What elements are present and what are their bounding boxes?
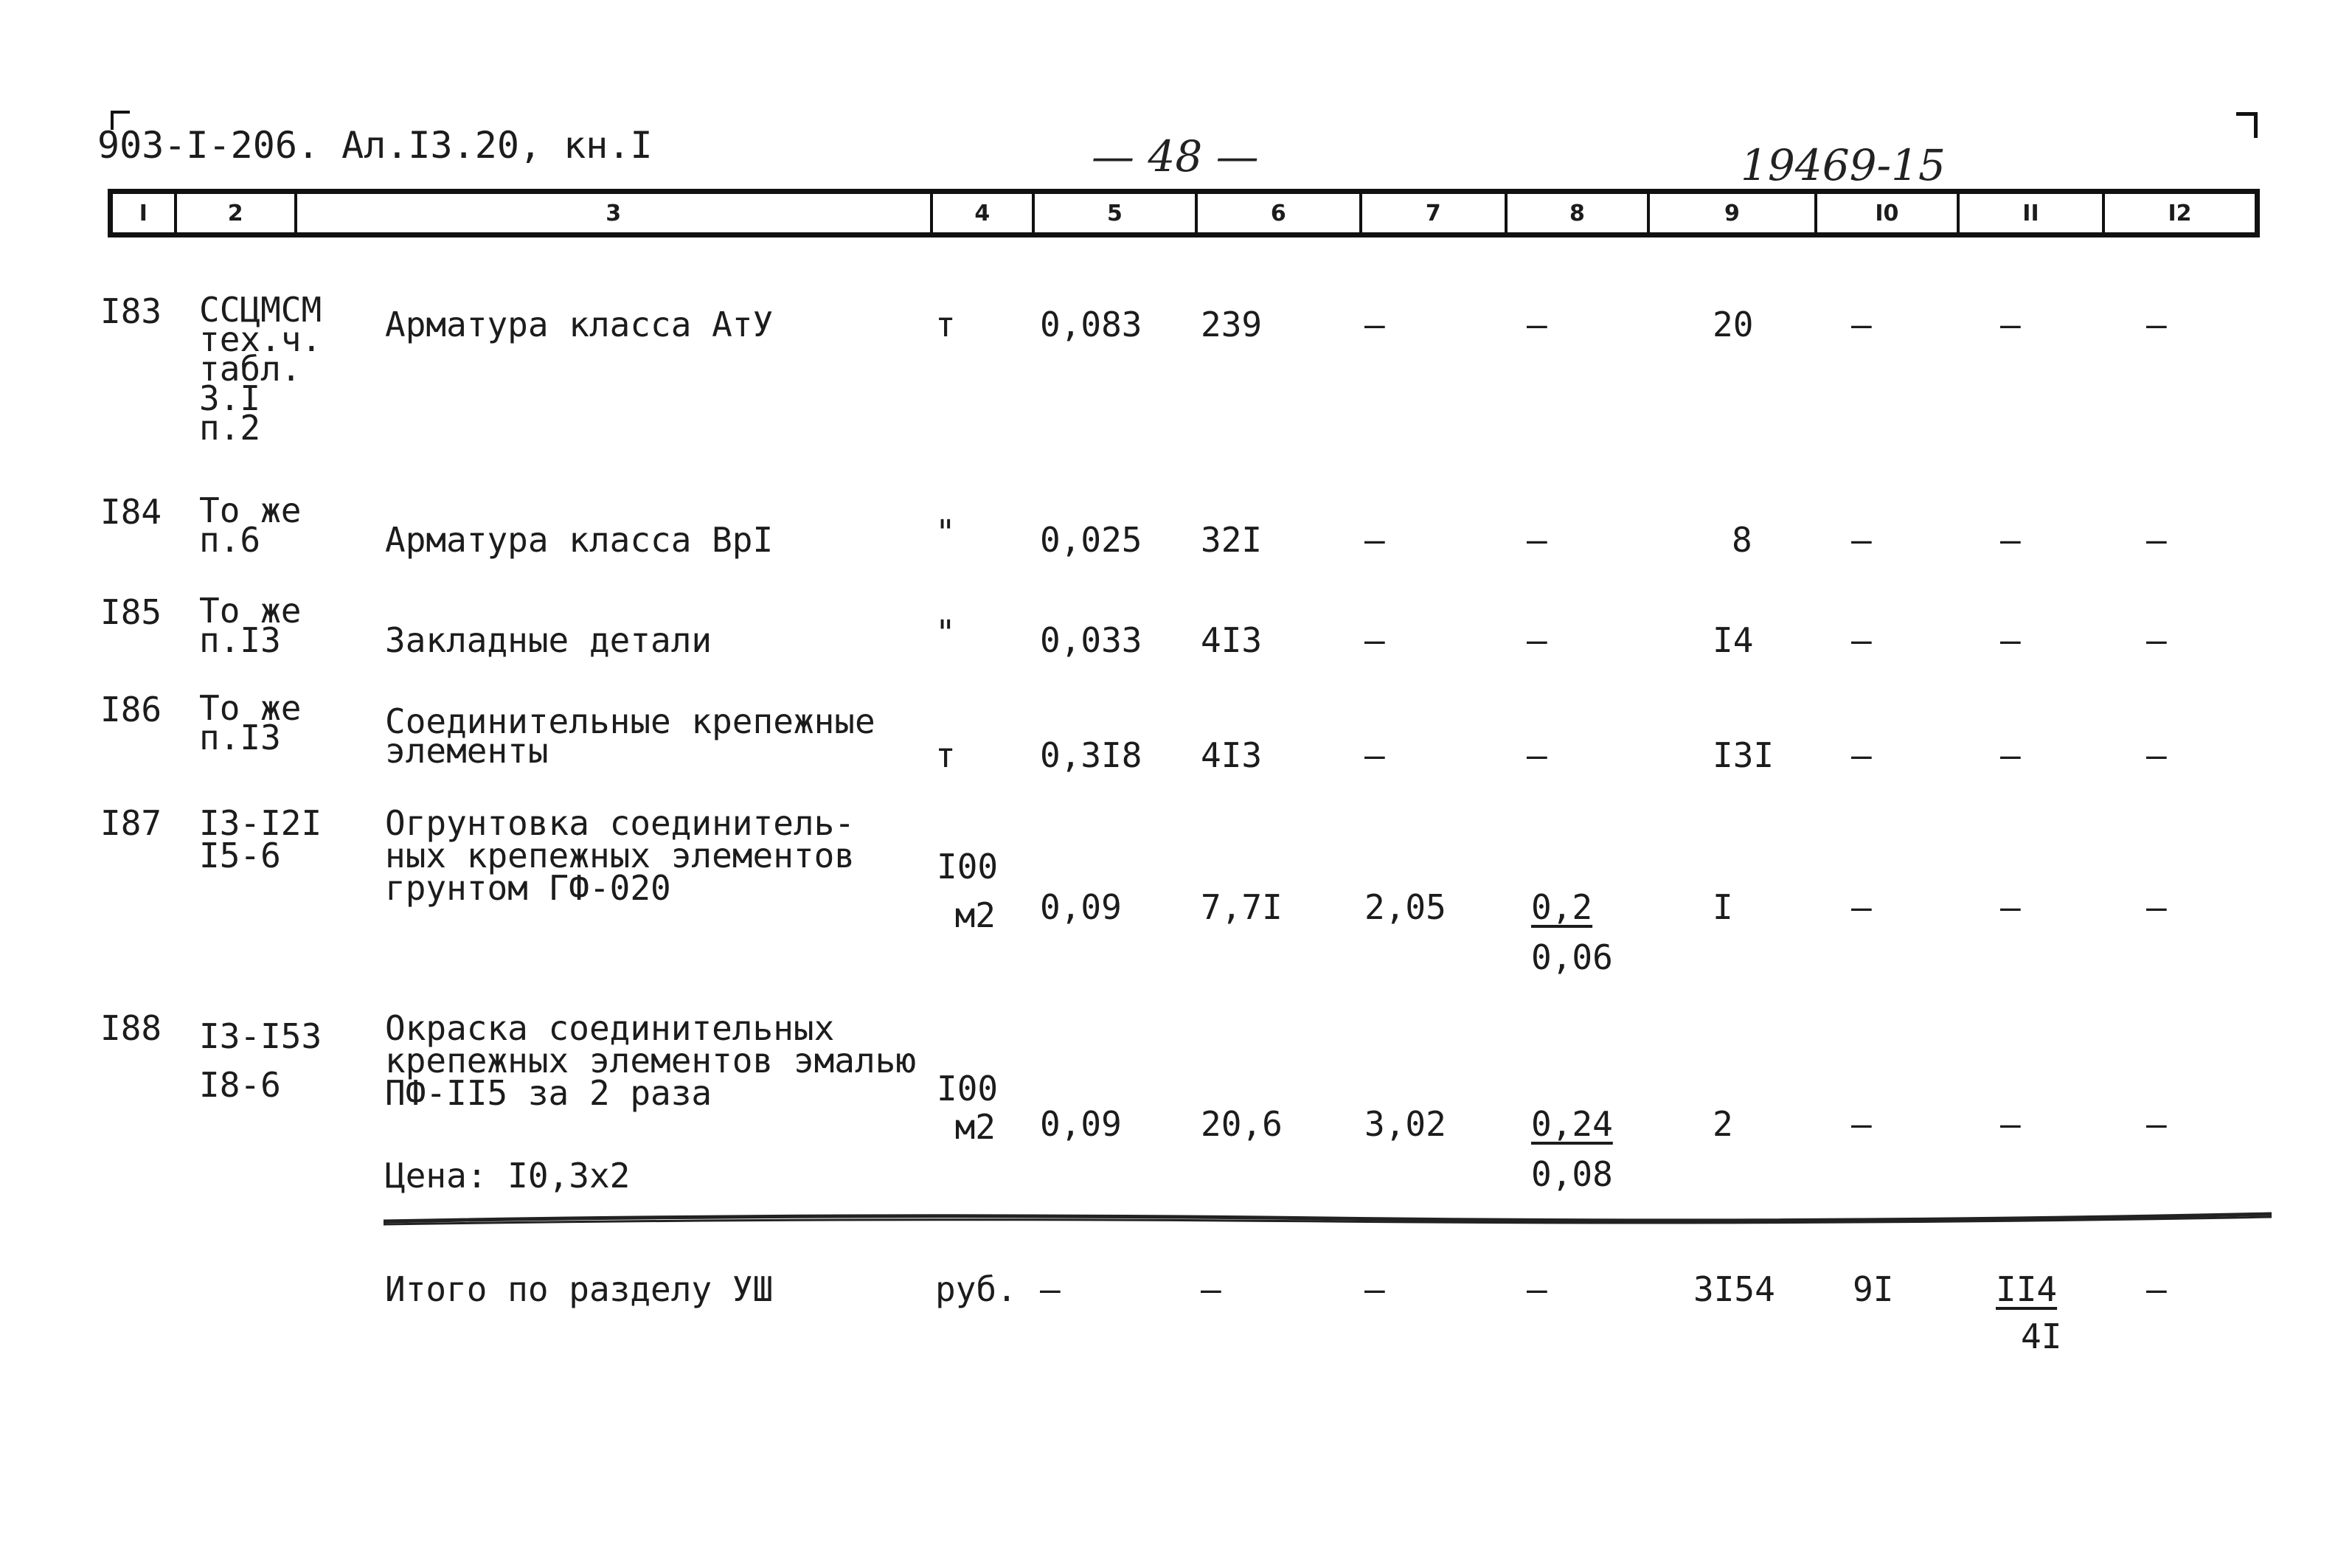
- total-col11-sub: 4I: [2021, 1317, 2062, 1356]
- reference-code: То же п.6: [199, 490, 302, 560]
- total-unit: руб.: [935, 1269, 1017, 1309]
- total-col12: –: [2146, 1269, 2167, 1309]
- col8-sub-value: 0,08: [1531, 1154, 1613, 1194]
- total-col7: –: [1364, 1269, 1385, 1309]
- col12-value: –: [2146, 520, 2167, 560]
- total-col9: 3I54: [1693, 1269, 1775, 1309]
- col8-value: 0,2: [1531, 887, 1593, 927]
- col10-value: –: [1851, 620, 1872, 660]
- work-description: Арматура класса АтУ: [385, 305, 774, 344]
- quantity: 0,09: [1040, 887, 1122, 927]
- col6-value: 4I3: [1201, 735, 1263, 775]
- col10-value: –: [1851, 520, 1872, 560]
- unit: I00 м2: [937, 1069, 999, 1147]
- col6-value: 7,7I: [1201, 887, 1283, 927]
- column-header-10: I0: [1817, 194, 1960, 232]
- total-quantity: –: [1040, 1269, 1061, 1309]
- column-header-11: II: [1960, 194, 2105, 232]
- page-number: — 48 —: [1092, 131, 1259, 181]
- column-header-9: 9: [1650, 194, 1817, 232]
- col8-sub-value: 0,06: [1531, 937, 1613, 977]
- total-col8: –: [1527, 1269, 1547, 1309]
- unit: т: [935, 735, 956, 775]
- col11-value: –: [2000, 305, 2021, 344]
- col12-value: –: [2146, 887, 2167, 927]
- col9-value: 2: [1713, 1104, 1733, 1144]
- reference-code: ССЦМСМ тех.ч. табл. 3.I п.2: [199, 290, 322, 448]
- quantity: 0,033: [1040, 620, 1142, 660]
- col9-value: I: [1713, 887, 1733, 927]
- section-divider: [384, 1210, 2272, 1227]
- unit: ": [935, 613, 956, 653]
- row-number: I84: [100, 492, 162, 532]
- col6-value: 32I: [1201, 520, 1263, 560]
- work-description: Закладные детали: [385, 620, 712, 660]
- row-number: I87: [100, 803, 162, 843]
- col7-value: –: [1364, 735, 1385, 775]
- col6-value: 20,6: [1201, 1104, 1283, 1144]
- col11-value: –: [2000, 520, 2021, 560]
- col12-value: –: [2146, 735, 2167, 775]
- work-description: Соединительные крепежные элементы: [385, 701, 875, 771]
- col8-value: –: [1527, 305, 1547, 344]
- col9-value: I4: [1713, 620, 1754, 660]
- unit: I00 м2: [937, 847, 999, 935]
- col7-value: 2,05: [1364, 887, 1446, 927]
- quantity: 0,083: [1040, 305, 1142, 344]
- column-number-header: [108, 189, 2260, 237]
- column-header-7: 7: [1362, 194, 1508, 232]
- column-header-4: 4: [933, 194, 1035, 232]
- column-header-2: 2: [177, 194, 297, 232]
- col6-value: 4I3: [1201, 620, 1263, 660]
- col9-value: 20: [1713, 305, 1754, 344]
- col10-value: –: [1851, 887, 1872, 927]
- total-col11: II4: [1996, 1269, 2058, 1309]
- reference-code: I3-I2I I5-6: [199, 803, 322, 875]
- work-description: Огрунтовка соединитель- ных крепежных элементов грунтом ГФ-020: [385, 803, 855, 908]
- row-number: I83: [100, 291, 162, 331]
- col9-value: 8: [1732, 520, 1752, 560]
- col12-value: –: [2146, 620, 2167, 660]
- unit: т: [935, 305, 956, 344]
- quantity: 0,025: [1040, 520, 1142, 560]
- col11-value: –: [2000, 887, 2021, 927]
- corner-mark-right: [2236, 112, 2258, 138]
- work-description: Окраска соединительных крепежных элементов эмалью ПФ-II5 за 2 раза: [385, 1008, 917, 1113]
- col6-value: 239: [1201, 305, 1263, 344]
- quantity: 0,09: [1040, 1104, 1122, 1144]
- col11-value: –: [2000, 735, 2021, 775]
- unit: ": [935, 513, 956, 552]
- col7-value: 3,02: [1364, 1104, 1446, 1144]
- total-col6: –: [1201, 1269, 1221, 1309]
- col12-value: –: [2146, 305, 2167, 344]
- col10-value: –: [1851, 735, 1872, 775]
- inventory-number: 19469-15: [1741, 140, 1946, 190]
- row-number: I85: [100, 592, 162, 632]
- column-header-12: I2: [2168, 200, 2192, 226]
- column-header-1: I: [113, 194, 177, 232]
- col8-value: –: [1527, 620, 1547, 660]
- col8-value: –: [1527, 735, 1547, 775]
- col8-value: 0,24: [1531, 1104, 1613, 1144]
- reference-code: То же п.I3: [199, 591, 302, 660]
- reference-code: То же п.I3: [199, 688, 302, 757]
- col11-value: –: [2000, 1104, 2021, 1144]
- document-reference: 903-I-206. Ал.I3.20, кн.I: [97, 124, 653, 167]
- col8-value: –: [1527, 520, 1547, 560]
- column-header-3: 3: [297, 194, 933, 232]
- col7-value: –: [1364, 520, 1385, 560]
- work-description: Арматура класса ВрI: [385, 520, 774, 560]
- column-header-8: 8: [1508, 194, 1650, 232]
- total-description: Итого по разделу УШ: [385, 1269, 774, 1309]
- col7-value: –: [1364, 305, 1385, 344]
- reference-code: I3-I53 I8-6: [199, 1016, 322, 1105]
- column-header-5: 5: [1035, 194, 1198, 232]
- col7-value: –: [1364, 620, 1385, 660]
- quantity: 0,3I8: [1040, 735, 1142, 775]
- price-note: Цена: I0,3х2: [385, 1156, 631, 1196]
- row-number: I88: [100, 1008, 162, 1048]
- row-number: I86: [100, 690, 162, 729]
- col10-value: –: [1851, 305, 1872, 344]
- col10-value: –: [1851, 1104, 1872, 1144]
- column-header-6: 6: [1198, 194, 1362, 232]
- total-col10: 9I: [1853, 1269, 1894, 1309]
- col11-value: –: [2000, 620, 2021, 660]
- col9-value: I3I: [1713, 735, 1775, 775]
- col12-value: –: [2146, 1104, 2167, 1144]
